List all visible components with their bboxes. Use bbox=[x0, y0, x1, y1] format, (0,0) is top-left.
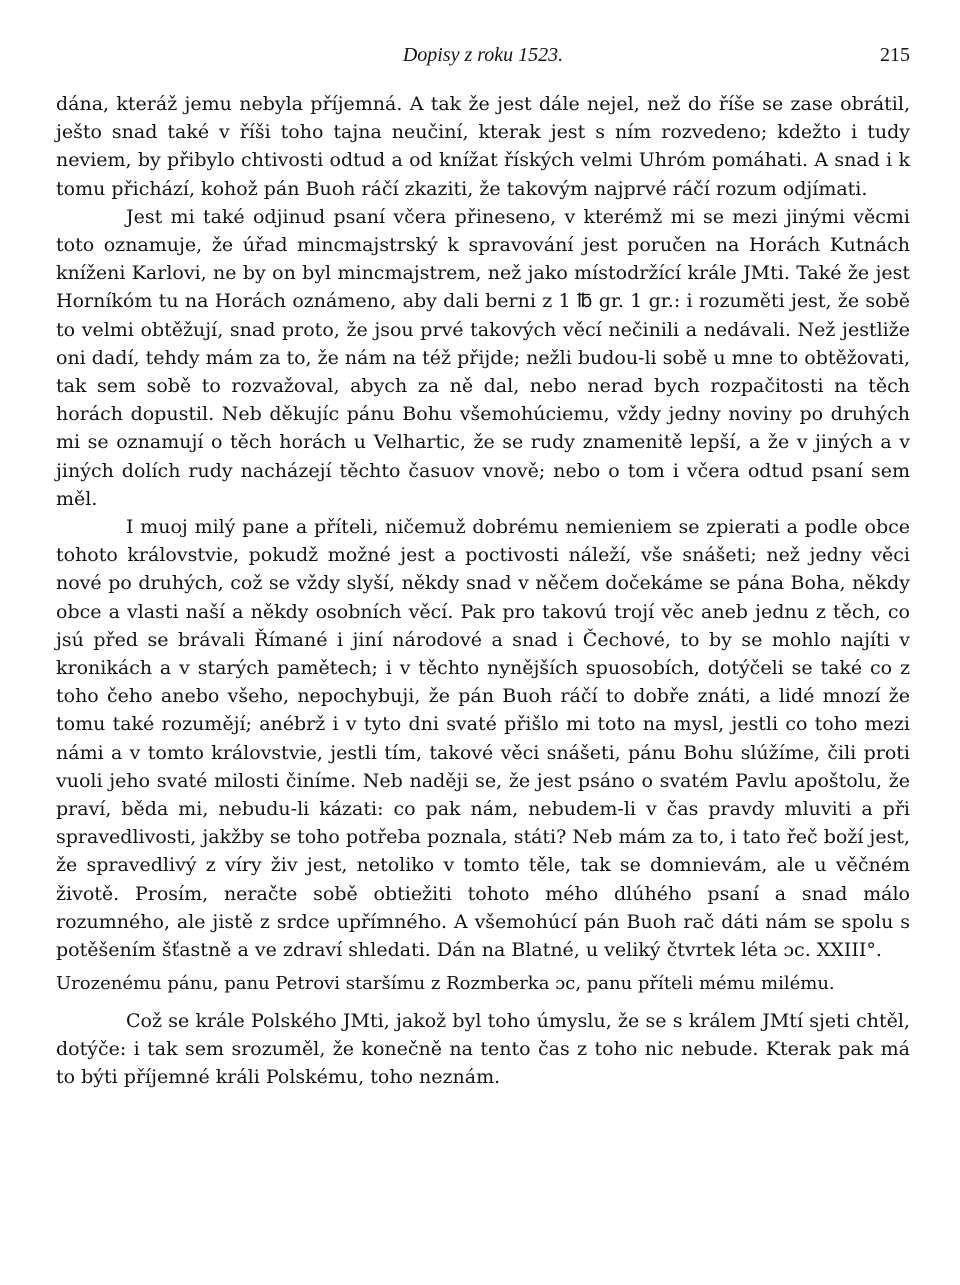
paragraph-main-argument: I muoj milý pane a příteli, ničemuž dobrému nemieniem se zpierati a podle obce tohoto královstvie, pokudž možné jest a poctivosti náleží, vše snášeti; než jedny věci nové po druhých, což se vždy slyší, někdy snad v něčem dočekáme se pána Boha, někdy obce a vlasti naší a někdy osobních věcí. Pak pro takovú trojí věc aneb jednu z těch, co jsú před se brávali Římané i jiní národové a snad i Čechové, to by se mohlo najíti v kronikách a v starých pamětech; i v těchto nynějších spuosobích, dotýčeli se také co z toho čeho anebo všeho, nepochybuji, že pán Buoh ráčí to dobře znáti, a lidé mnozí že tomu také rozumějí; anébrž i v tyto dni svaté přišlo mi toto na mysl, jestli co toho mezi námi a v tomto královstvie, jestli tím, takové věci snášeti, pánu Bohu slúžíme, čili proti vuoli jeho svaté milosti činíme. Neb naději se, že jest psáno o svatém Pavlu apoštolu, že praví, běda mi, nebudu-li kázati: co pak nám, nebudem-li v čas pravdy mluviti a při spravedlivosti, jakžby se toho potřeba poznala, státi? Neb mám za to, i tato řeč boží jest, že spravedlivý z víry živ jest, netoliko v tomto těle, tak se domnievám, ale u věčném životě. Prosím, neračte sobě obtiežiti tohoto mého dlúhého psaní a snad málo rozumného, ale jistě z srdce upřímného. A všemohúcí pán Buoh rač dáti nám se spolu s potěšením šťastně a ve zdraví shledati. Dán na Blatné, u veliký čtvrtek léta ɔc. XXIII°. bbox=[56, 516, 910, 962]
running-title: Dopisy z roku 1523. bbox=[402, 44, 564, 66]
paragraph-continuation: dána, kteráž jemu nebyla příjemná. A tak že jest dále nejel, než do říše se zase obrátil, ješto snad také v říši toho tajna neučiní, kterak jest s ním rozvedeno; kdežto i tudy neviem, by přibylo chtivosti odtud a od knížat říských velmi Uhróm pomáhati. A snad i k tomu přichází, kohož pán Buoh ráčí zkaziti, že takovým najprvé ráčí rozum odjímati. bbox=[56, 93, 910, 200]
page-header bbox=[56, 44, 910, 72]
paragraph-postscript: Což se krále Polského JMti, jakož byl toho úmyslu, že se s králem JMtí sjeti chtěl, dotýče: i tak sem srozuměl, že konečně na tento čas z toho nic nebude. Kterak pak má to býti příjemné králi Polskému, toho neznám. bbox=[56, 1009, 910, 1088]
letter-address: Urozenému pánu, panu Petrovi staršímu z Rozmberka ɔc, panu příteli mému milému. bbox=[56, 973, 835, 995]
page-number: 215 bbox=[880, 44, 910, 66]
letter-body bbox=[56, 90, 910, 1091]
paragraph-mint-office: Jest mi také odjinud psaní včera přineseno, v kterémž mi se mezi jinými věcmi toto oznamuje, že úřad mincmajstrský k spravování jest poručen na Horách Kutnách kníženi Karlovi, ne by on byl mincmajstrem, než jako místodržící krále JMti. Také že jest Horníkóm tu na Horách oznámeno, aby dali berni z 1 ℔ gr. 1 gr.: i rozuměti jest, že sobě to velmi obtěžují, snad proto, že jsou prvé takových věcí nečinili a nedávali. Než jestliže oni dadí, tehdy mám za to, že nám na též přijde; nežli budou-li sobě u mne to obtěžovati, tak sem sobě to rozvažoval, abych za ně dal, nebo nerad bych rozpačitosti na těch horách dopustil. Neb děkujíc pánu Bohu všemohúciemu, vždy jedny noviny po druhých mi se oznamují o těch horách u Velhartic, že se rudy znamenitě lepší, a že v jiných a v jiných dolích rudy nacházejí těchto časuov vnově; nebo o tom i včera odtud psaní sem měl. bbox=[56, 205, 910, 510]
